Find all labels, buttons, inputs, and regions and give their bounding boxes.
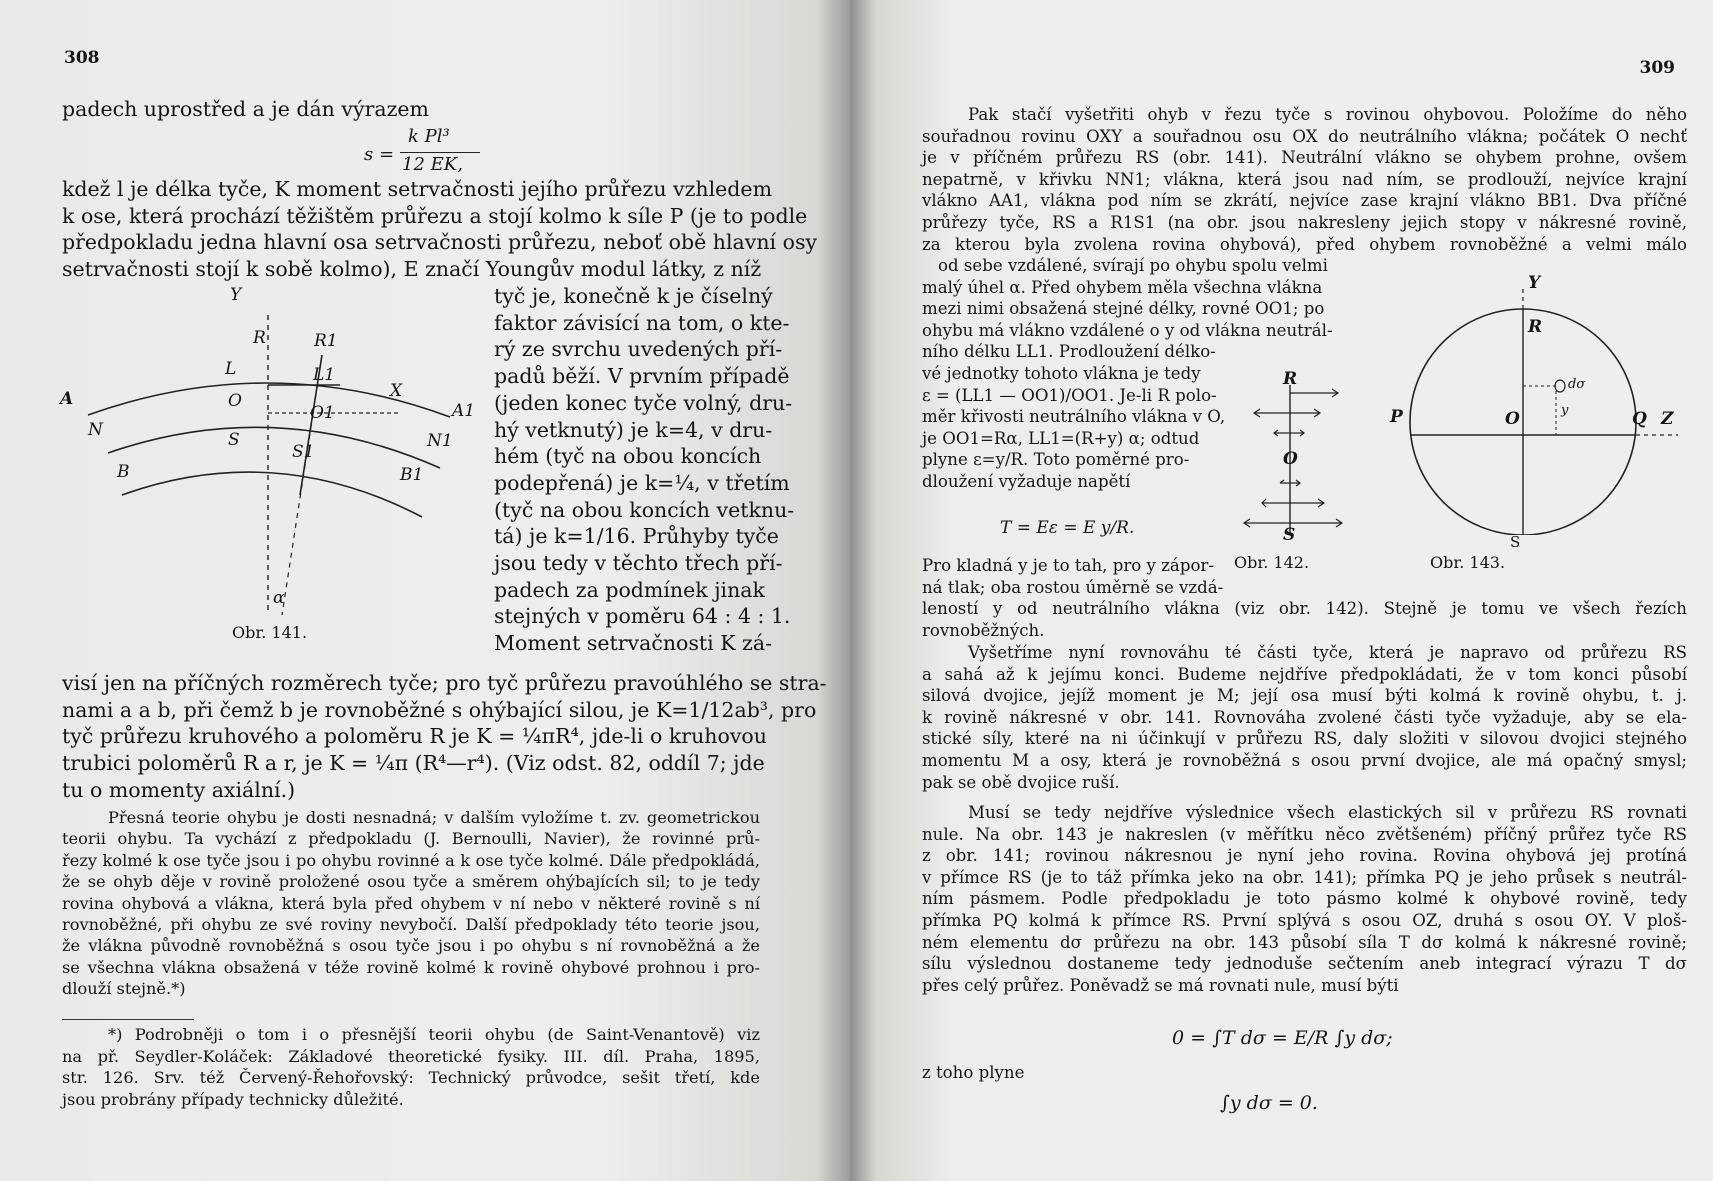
text-line: padech za podmínek jinak (494, 577, 765, 602)
fig141-caption: Obr. 141. (232, 623, 308, 642)
text-line: že vlákna původně rovnoběžná s osou tyče jsou i po ohybu s ní rovnoběžná a že (62, 936, 760, 956)
label-y-small: y (1561, 403, 1569, 418)
label-r: R (1528, 317, 1543, 337)
text-line: sílu výslednou dostaneme tedy jednoduše sečtením aneb integrací výrazu T dσ (922, 954, 1687, 974)
text-line: vlákno AA1, vlákna pod ním se zkrátí, nejvíce zase krajní vlákno BB1. Dva příčné (922, 191, 1687, 211)
label-r: R (1283, 369, 1298, 389)
text-line: hý vetknutý) je k=4, v dru- (494, 417, 773, 442)
text-line: Pro kladná y je to tah, pro y zápor- (922, 556, 1214, 575)
text-line: vé jednotky tohoto vlákna je tedy (922, 363, 1201, 383)
label-x: X (390, 381, 403, 401)
label-n1: N1 (427, 431, 453, 451)
label-z: Z (1661, 409, 1674, 429)
text-line: nami a a b, při čemž b je rovnoběžné s ohýbající silou, je K=1/12ab³, pro (62, 697, 817, 722)
text-line: tu o momenty axiální.) (62, 777, 296, 802)
text-line: hém (tyč na obou koncích (494, 444, 762, 469)
text-line: jsou probrány případy technicky důležité. (62, 1089, 404, 1109)
fig141-labels (60, 285, 480, 635)
text-line: přímka PQ kolmá k přímce RS. První splývá s osou OZ, druhá s osou OY. V ploš- (922, 910, 1687, 930)
label-s: S (1510, 533, 1521, 551)
paragraph-3 (922, 802, 1687, 996)
label-s1: S1 (292, 442, 315, 462)
text-line: Pak stačí vyšetřiti ohyb v řezu tyče s rovinou ohybovou. Položíme do něho (968, 105, 1687, 124)
text-line: trubici poloměrů R a r, je K = ¼π (R⁴—r⁴). (Viz odst. 82, oddíl 7; jde (62, 751, 765, 776)
label-s: S (228, 430, 240, 450)
label-s: S (1283, 525, 1296, 545)
label-q: Q (1632, 409, 1647, 429)
text-line: průřezy tyče, RS a R1S1 (na obr. jsou nakresleny jejich stopy v nákresné rovině, (922, 212, 1687, 232)
text-line: Moment setrvačnosti K zá- (494, 631, 772, 656)
label-l: L (225, 359, 237, 379)
text-line: padů běží. V prvním případě (494, 364, 790, 389)
text-line: str. 126. Srv. též Červený-Řehořovský: Technický průvodce, sešit třetí, kde (62, 1068, 760, 1088)
text-line: ná tlak; oba rostou úměrně se vzdá- (922, 577, 1224, 597)
text-line: Vyšetříme nyní rovnováhu té části tyče, která je napravo od průřezu RS (968, 643, 1687, 662)
text-line: (jeden konec tyče volný, dru- (494, 390, 793, 415)
text-line: ního délku LL1. Prodloužení délko- (922, 342, 1216, 362)
formula-den: 12 EK, (402, 154, 463, 175)
text-line: k rovině nákresné v obr. 141. Rovnováha zvolené části tyče vyžaduje, aby se ela- (922, 707, 1687, 727)
paragraph-full (62, 176, 818, 283)
left-page (0, 0, 850, 1181)
text-line: stické síly, které na ni účinkují v průřezu RS, daly složiti v silovou dvojici stejného (922, 729, 1687, 749)
text-line: rovnoběžných. (922, 620, 1045, 640)
text-line: nepatrně, v křivku NN1; vlákna, která jsou nad ním, se prodlouží, nejvíce krajní (922, 169, 1687, 189)
footnote (62, 1024, 760, 1110)
paragraph-after (62, 670, 827, 804)
text-line: jsou tedy v těchto třech pří- (494, 551, 783, 576)
label-y: Y (230, 285, 242, 305)
text-line: za kterou byla zvolena rovina ohybová), před ohybem rovnoběžné a velmi málo (922, 234, 1687, 254)
text-line: *) Podrobněji o tom i o přesnější teorii ohybu (de Saint-Venantově) viz (108, 1025, 760, 1044)
label-r1: R1 (314, 331, 338, 351)
formula-num: k Pl³ (408, 126, 450, 147)
label-y: Y (1528, 273, 1541, 293)
formula-integral-2: ∫y dσ = 0. (1220, 1092, 1318, 1114)
text-line: je v příčném průřezu RS (obr. 141). Neutrální vlákno se ohybem prohne, ovšem (922, 148, 1687, 168)
label-o: O (1283, 449, 1298, 469)
text-line: že se ohyb děje v rovině proložené osou tyče a směrem ohýbajících sil; to je tedy (62, 872, 760, 892)
text-line: řezy kolmé k ose tyče jsou i po ohybu rovinné a k ose tyče kolmé. Dále předpokládá, (62, 850, 760, 870)
right-page (850, 0, 1713, 1181)
text-line: malý úhel α. Před ohybem měla všechna vlákna (922, 277, 1323, 297)
text-line: dloužení vyžaduje napětí (922, 471, 1131, 491)
text-line: ním pásmem. Podle předpokladu je toto pásmo kolmé k ohybové rovině, tedy (922, 889, 1687, 909)
label-o: O (1505, 409, 1520, 429)
text-line: rovnoběžné, při ohybu ze své roviny nevybočí. Další předpoklady této teorie jsou, (62, 915, 760, 935)
label-o: O (228, 391, 242, 411)
text-line: faktor závisící na tom, o kte- (494, 310, 790, 335)
text-plyne: z toho plyne (922, 1063, 1025, 1082)
formula-lhs: s = (364, 144, 395, 165)
text-line: kdež l je délka tyče, K moment setrvačnosti jejího průřezu vzhledem (62, 177, 773, 201)
text-line: od sebe vzdálené, svírají po ohybu spolu velmi (938, 256, 1328, 275)
fig142-labels (1230, 369, 1350, 545)
text-line: pak se obě dvojice ruší. (922, 772, 1120, 792)
text-line: (tyč na obou koncích vetknu- (494, 497, 795, 522)
paragraph-2 (922, 642, 1687, 793)
text-line: souřadnou rovinu OXY a souřadnou osu OX do neutrálního vlákna; počátek O nechť (922, 126, 1687, 146)
page-number: 309 (1639, 58, 1675, 78)
text-line: podepřená) je k=¼, v třetím (494, 470, 790, 495)
text-line: je OO1=Rα, LL1=(R+y) α; odtud (922, 428, 1200, 448)
text-line: ε = (LL1 — OO1)/OO1. Je-li R polo- (922, 385, 1217, 405)
intro-line: padech uprostřed a je dán výrazem (62, 97, 429, 121)
text-line: leností y od neutrálního vlákna (viz obr. 142). Stejně je tomu ve všech řezích (922, 599, 1687, 618)
text-line: plyne ε=y/R. Toto poměrné pro- (922, 450, 1190, 470)
text-line: ném elementu dσ průřezu na obr. 143 působí síla T dσ kolmá k nákresné rovině; (922, 932, 1687, 952)
text-line: rovina ohybová a vlákna, která byla před ohybem v ní nebo v některé rovině s ní (62, 893, 760, 913)
label-p: P (1390, 407, 1403, 427)
label-n: N (88, 420, 103, 440)
label-b: B (117, 462, 130, 482)
text-line: rý ze svrchu uvedených pří- (494, 337, 783, 362)
text-line: k ose, která prochází těžištěm průřezu a stojí kolmo k síle P (je to podle (62, 203, 808, 228)
fig142-caption: Obr. 142. (1234, 553, 1310, 572)
fig143-labels (1370, 273, 1690, 551)
text-line: měr křivosti neutrálního vlákna v O, (922, 407, 1226, 427)
text-line: na př. Seydler-Koláček: Základové theoretické fysiky. III. díl. Praha, 1895, (62, 1046, 760, 1066)
text-line: setrvačnosti stojí k sobě kolmo), E značí Youngův modul látky, z níž (62, 257, 762, 282)
label-r: R (253, 328, 266, 348)
label-alpha: α (273, 588, 285, 608)
text-line: předpokladu jedna hlavní osa setrvačnosti průřezu, neboť obě hlavní osy (62, 230, 818, 255)
paragraph-top (922, 104, 1687, 255)
text-line: teorii ohybu. Ta vychází z předpokladu (J. Bernoulli, Navier), že rovinné prů- (62, 829, 760, 849)
paragraph-wrap (494, 283, 795, 657)
text-line: tyč průřezu kruhového a poloměru R je K = ¼πR⁴, jde-li o kruhovou (62, 724, 767, 749)
footnote-rule (62, 1019, 194, 1020)
label-dsigma: dσ (1568, 377, 1586, 392)
text-line: tá) je k=1/16. Průhyby tyče (494, 524, 779, 549)
text-line: a sahá až k jejímu konci. Budeme nejdříve předpokládati, že v tom konci působí (922, 664, 1687, 684)
text-line: nule. Na obr. 143 je nakreslen (v měřítku něco zvětšeném) příčný průřez tyče RS (922, 824, 1687, 844)
formula-t: T = Eε = E y/R. (1000, 518, 1135, 538)
label-b1: B1 (400, 465, 424, 485)
text-line: stejných v poměru 64 : 4 : 1. (494, 604, 791, 629)
label-a: A (60, 389, 74, 409)
page-number: 308 (64, 48, 100, 68)
label-l1: L1 (313, 365, 336, 385)
text-line: visí jen na příčných rozměrech tyče; pro tyč průřezu pravoúhlého se stra- (62, 671, 827, 695)
text-line: momentu M a osy, která je rovnoběžná s osou první dvojice, ale má opačný smysl; (922, 750, 1687, 770)
text-line: mezi nimi obsažená stejné délky, rovné OO1; po (922, 299, 1325, 319)
text-line: Musí se tedy nejdříve výslednice všech elastických sil v průřezu RS rovnati (968, 803, 1687, 822)
paragraph-small (62, 807, 760, 1000)
formula-integral-1: 0 = ∫T dσ = E/R ∫y dσ; (1172, 1027, 1393, 1049)
text-line: silová dvojice, jejíž moment je M; její osa musí býti kolmá k rovině ohybu, t. j. (922, 686, 1687, 706)
paragraph-cont (922, 598, 1687, 641)
text-line: v přímce RS (je to táž přímka jeko na obr. 141); přímka PQ je jeho průsek s neutrál- (922, 867, 1687, 887)
text-line: tyč je, konečně k je číselný (494, 284, 773, 308)
text-line: přes celý průřez. Poněvadž se má rovnati nule, musí býti (922, 975, 1399, 995)
label-o1: O1 (310, 403, 335, 423)
text-line: ohybu má vlákno vzdálené o y od vlákna neutrál- (922, 320, 1333, 340)
label-a1: A1 (452, 401, 476, 421)
text-line: Přesná teorie ohybu je dosti nesnadná; v dalším vyložíme t. zv. geometrickou (108, 808, 760, 827)
fig143-caption: Obr. 143. (1430, 553, 1506, 572)
text-line: dlouží stejně.*) (62, 979, 186, 999)
text-line: se všechna vlákna obsažená v téže rovině kolmé k rovině ohybové prohnou i pro- (62, 957, 760, 977)
text-line: z obr. 141; rovinou nákresnou je nyní jeho rovina. Rovina ohybová jej protíná (922, 846, 1687, 866)
fraction-bar (400, 152, 480, 153)
